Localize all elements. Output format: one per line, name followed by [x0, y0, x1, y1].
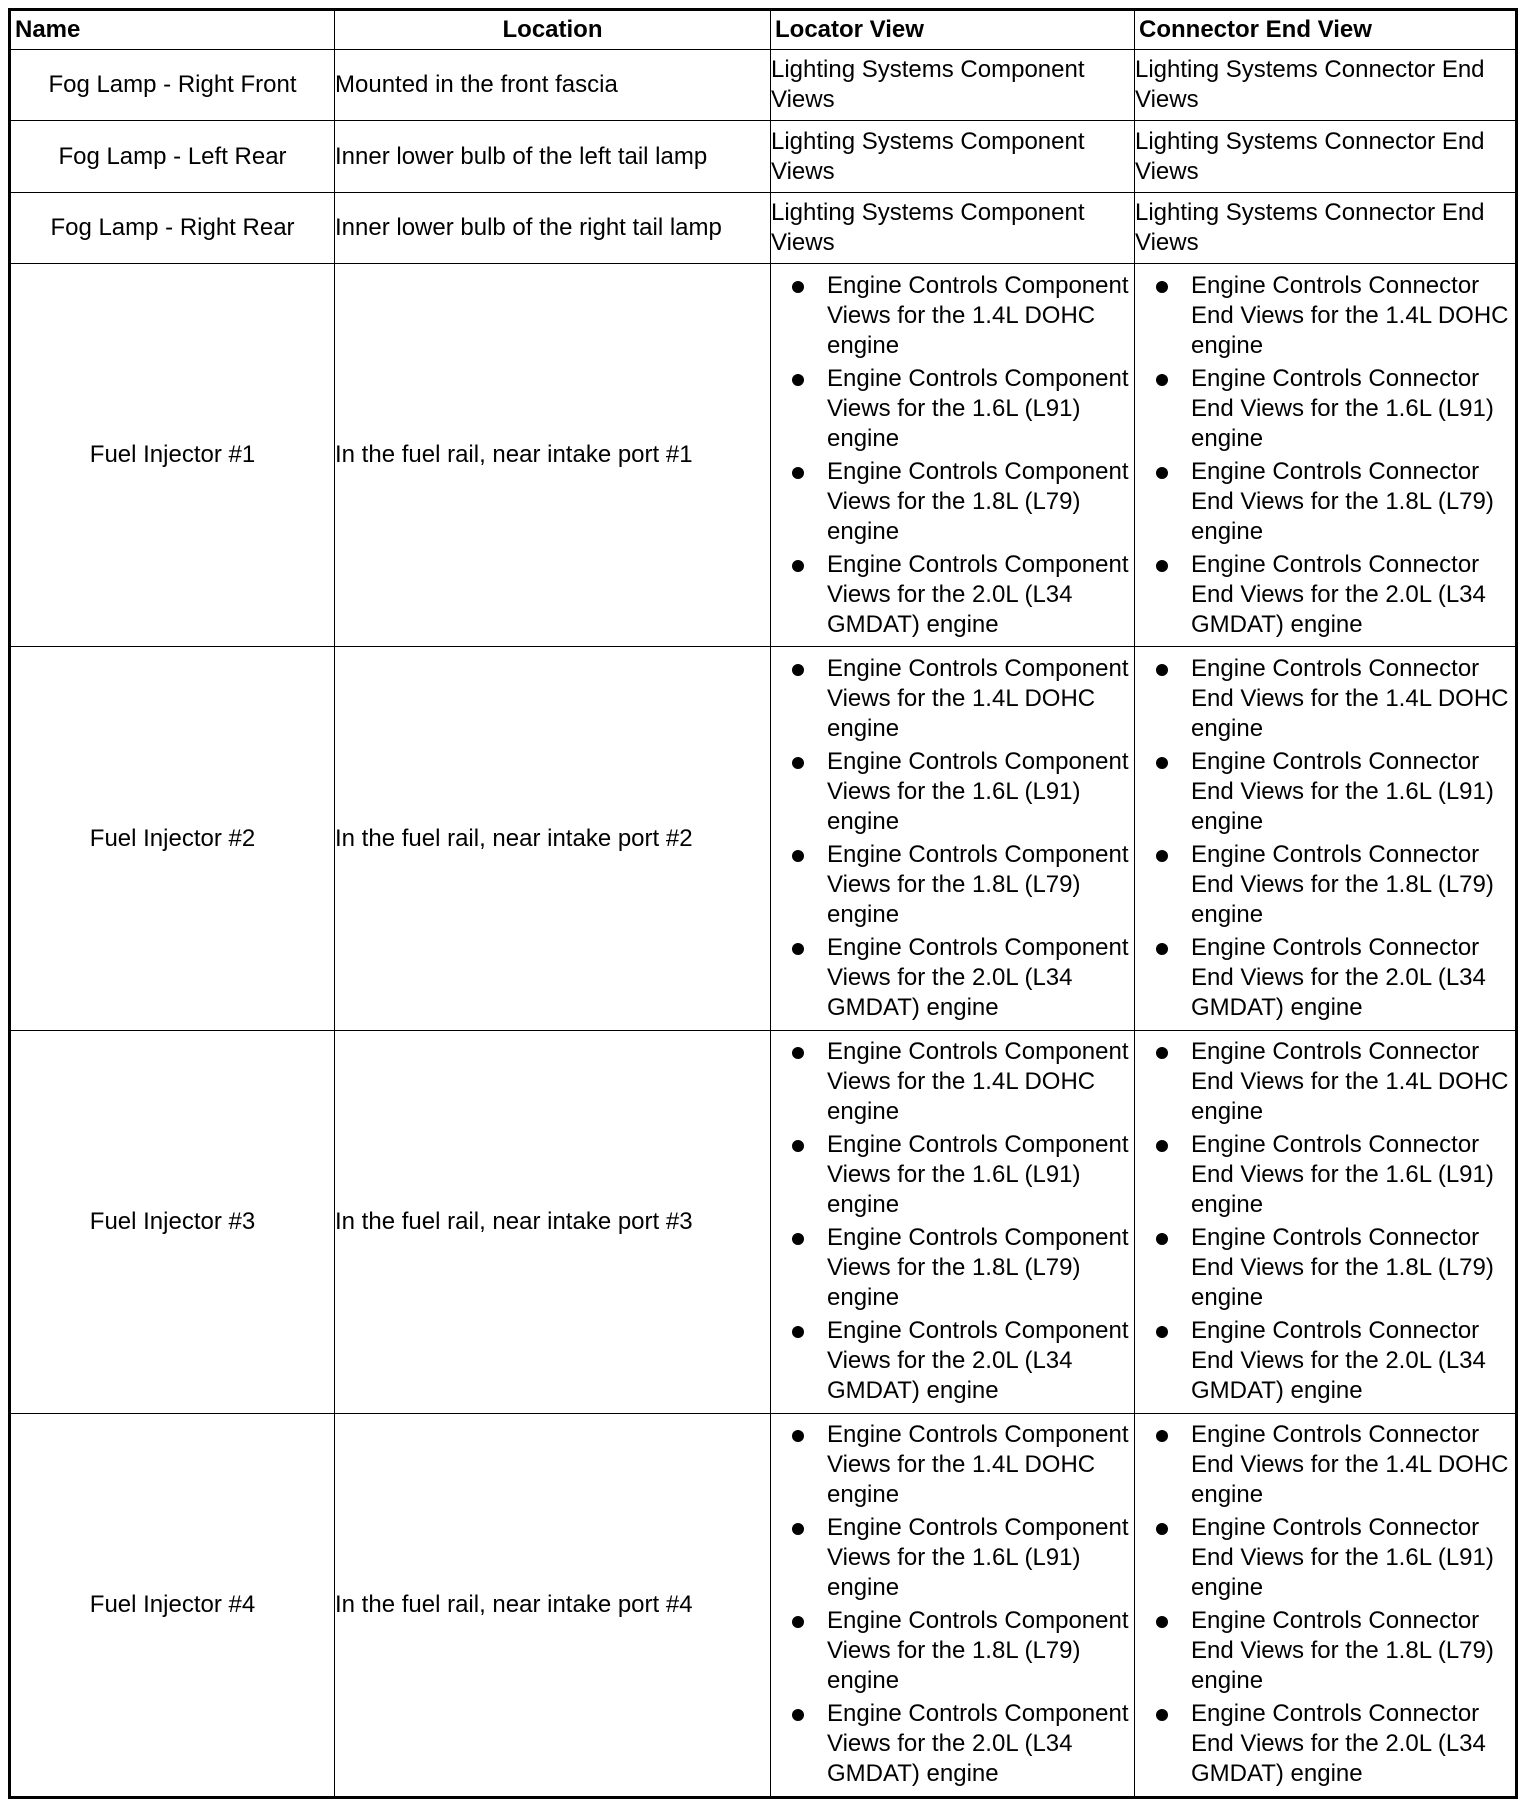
connector-view-item[interactable]: Engine Controls Connector End Views for the 1.6L (L91) engine [1135, 1513, 1515, 1603]
bullet-dot-icon [1156, 560, 1168, 572]
table-row [10, 50, 1517, 121]
component-location: In the fuel rail, near intake port #4 [335, 1413, 771, 1797]
bullet-dot-icon [792, 374, 804, 386]
connector-view-item[interactable]: Engine Controls Connector End Views for the 2.0L (L34 GMDAT) engine [1135, 1699, 1515, 1789]
locator-view-item[interactable]: Engine Controls Component Views for the 1.4L DOHC engine [771, 1037, 1134, 1127]
bullet-dot-icon [1156, 1523, 1168, 1535]
bullet-dot-icon [1156, 467, 1168, 479]
bullet-dot-icon [792, 1430, 804, 1442]
bullet-dot-icon [1156, 1430, 1168, 1442]
locator-view-item[interactable]: Engine Controls Component Views for the 1.6L (L91) engine [771, 364, 1134, 454]
bullet-dot-icon [792, 850, 804, 862]
component-name: Fog Lamp - Right Rear [10, 192, 335, 263]
bullet-dot-icon [1156, 850, 1168, 862]
table-row [10, 1030, 1517, 1413]
locator-view-item[interactable]: Engine Controls Component Views for the 1.4L DOHC engine [771, 654, 1134, 744]
locator-view-item[interactable]: Engine Controls Component Views for the 1.6L (L91) engine [771, 1513, 1134, 1603]
bullet-dot-icon [1156, 757, 1168, 769]
connector-view-item[interactable]: Engine Controls Connector End Views for the 1.4L DOHC engine [1135, 1420, 1515, 1510]
bullet-dot-icon [792, 1047, 804, 1059]
bullet-dot-icon [1156, 1233, 1168, 1245]
locator-view-item[interactable]: Engine Controls Component Views for the 2.0L (L34 GMDAT) engine [771, 1316, 1134, 1406]
header-name: Name [10, 10, 335, 50]
bullet-dot-icon [1156, 943, 1168, 955]
bullet-dot-icon [792, 1616, 804, 1628]
bullet-dot-icon [792, 757, 804, 769]
header-locator-view: Locator View [771, 10, 1135, 50]
table-row [10, 1413, 1517, 1797]
connector-view-item[interactable]: Engine Controls Connector End Views for the 1.8L (L79) engine [1135, 840, 1515, 930]
locator-view-item[interactable]: Engine Controls Component Views for the 2.0L (L34 GMDAT) engine [771, 933, 1134, 1023]
connector-view-list [1135, 1413, 1517, 1797]
locator-view-list [771, 264, 1135, 647]
table-row [10, 192, 1517, 263]
locator-view-list [771, 1030, 1135, 1413]
component-location: In the fuel rail, near intake port #3 [335, 1030, 771, 1413]
connector-view-item[interactable]: Engine Controls Connector End Views for the 1.4L DOHC engine [1135, 1037, 1515, 1127]
locator-view-item[interactable]: Engine Controls Component Views for the 1.4L DOHC engine [771, 1420, 1134, 1510]
locator-view-item[interactable]: Engine Controls Component Views for the 1.4L DOHC engine [771, 271, 1134, 361]
component-name: Fuel Injector #4 [10, 1413, 335, 1797]
connector-view-item[interactable]: Engine Controls Connector End Views for the 1.8L (L79) engine [1135, 1223, 1515, 1313]
locator-view-list [771, 647, 1135, 1030]
bullet-dot-icon [1156, 374, 1168, 386]
table-row [10, 121, 1517, 192]
connector-view-item[interactable]: Engine Controls Connector End Views for the 1.6L (L91) engine [1135, 1130, 1515, 1220]
connector-view-item[interactable]: Engine Controls Connector End Views for the 1.8L (L79) engine [1135, 1606, 1515, 1696]
component-name: Fuel Injector #3 [10, 1030, 335, 1413]
connector-view-item[interactable]: Engine Controls Connector End Views for the 1.6L (L91) engine [1135, 747, 1515, 837]
bullet-dot-icon [1156, 1709, 1168, 1721]
locator-view-link[interactable]: Lighting Systems Component Views [771, 121, 1135, 192]
locator-view-item[interactable]: Engine Controls Component Views for the 2.0L (L34 GMDAT) engine [771, 550, 1134, 640]
locator-view-list [771, 1413, 1135, 1797]
bullet-dot-icon [792, 943, 804, 955]
header-location: Location [335, 10, 771, 50]
bullet-dot-icon [792, 664, 804, 676]
locator-view-link[interactable]: Lighting Systems Component Views [771, 50, 1135, 121]
connector-view-list [1135, 264, 1517, 647]
connector-view-item[interactable]: Engine Controls Connector End Views for the 1.8L (L79) engine [1135, 457, 1515, 547]
table-row [10, 647, 1517, 1030]
component-location: Inner lower bulb of the left tail lamp [335, 121, 771, 192]
bullet-dot-icon [792, 1326, 804, 1338]
connector-end-view-link[interactable]: Lighting Systems Connector End Views [1135, 50, 1517, 121]
connector-end-view-link[interactable]: Lighting Systems Connector End Views [1135, 121, 1517, 192]
bullet-dot-icon [1156, 1326, 1168, 1338]
connector-end-view-link[interactable]: Lighting Systems Connector End Views [1135, 192, 1517, 263]
header-connector-end-view: Connector End View [1135, 10, 1517, 50]
bullet-dot-icon [1156, 664, 1168, 676]
locator-view-item[interactable]: Engine Controls Component Views for the 1.8L (L79) engine [771, 457, 1134, 547]
component-location: Inner lower bulb of the right tail lamp [335, 192, 771, 263]
connector-view-item[interactable]: Engine Controls Connector End Views for the 2.0L (L34 GMDAT) engine [1135, 550, 1515, 640]
locator-view-item[interactable]: Engine Controls Component Views for the 1.8L (L79) engine [771, 1606, 1134, 1696]
locator-view-item[interactable]: Engine Controls Component Views for the 1.8L (L79) engine [771, 840, 1134, 930]
component-location: In the fuel rail, near intake port #1 [335, 264, 771, 647]
component-locator-table [8, 8, 1518, 1799]
component-name: Fuel Injector #2 [10, 647, 335, 1030]
connector-view-item[interactable]: Engine Controls Connector End Views for the 1.6L (L91) engine [1135, 364, 1515, 454]
connector-view-item[interactable]: Engine Controls Connector End Views for the 2.0L (L34 GMDAT) engine [1135, 1316, 1515, 1406]
bullet-dot-icon [792, 1233, 804, 1245]
locator-view-item[interactable]: Engine Controls Component Views for the 2.0L (L34 GMDAT) engine [771, 1699, 1134, 1789]
connector-view-item[interactable]: Engine Controls Connector End Views for the 2.0L (L34 GMDAT) engine [1135, 933, 1515, 1023]
locator-view-item[interactable]: Engine Controls Component Views for the 1.6L (L91) engine [771, 1130, 1134, 1220]
locator-view-item[interactable]: Engine Controls Component Views for the 1.8L (L79) engine [771, 1223, 1134, 1313]
bullet-dot-icon [1156, 1140, 1168, 1152]
connector-view-list [1135, 647, 1517, 1030]
bullet-dot-icon [792, 1523, 804, 1535]
table-row [10, 264, 1517, 647]
connector-view-item[interactable]: Engine Controls Connector End Views for the 1.4L DOHC engine [1135, 271, 1515, 361]
locator-view-link[interactable]: Lighting Systems Component Views [771, 192, 1135, 263]
bullet-dot-icon [792, 560, 804, 572]
bullet-dot-icon [1156, 1616, 1168, 1628]
component-name: Fuel Injector #1 [10, 264, 335, 647]
bullet-dot-icon [792, 1140, 804, 1152]
connector-view-list [1135, 1030, 1517, 1413]
component-name: Fog Lamp - Right Front [10, 50, 335, 121]
component-name: Fog Lamp - Left Rear [10, 121, 335, 192]
component-location: In the fuel rail, near intake port #2 [335, 647, 771, 1030]
bullet-dot-icon [792, 467, 804, 479]
component-location: Mounted in the front fascia [335, 50, 771, 121]
connector-view-item[interactable]: Engine Controls Connector End Views for the 1.4L DOHC engine [1135, 654, 1515, 744]
bullet-dot-icon [1156, 1047, 1168, 1059]
bullet-dot-icon [792, 1709, 804, 1721]
bullet-dot-icon [792, 281, 804, 293]
locator-view-item[interactable]: Engine Controls Component Views for the 1.6L (L91) engine [771, 747, 1134, 837]
header-row [10, 10, 1517, 50]
bullet-dot-icon [1156, 281, 1168, 293]
